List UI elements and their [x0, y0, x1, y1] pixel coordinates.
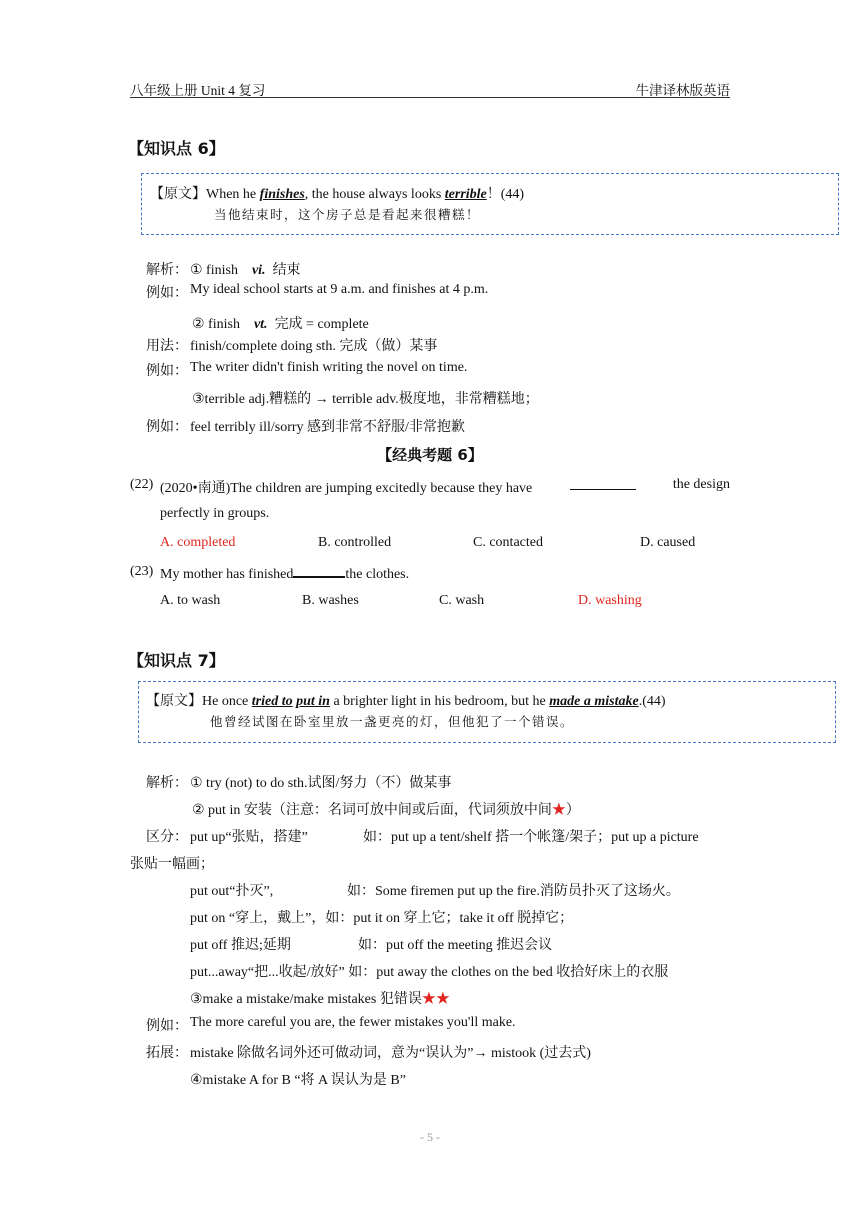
q22-stem: (2020•南通)The children are jumping excitedly because they have the design [160, 477, 730, 496]
kp6-analysis-2: ② finish vt. 完成 = complete [192, 317, 369, 332]
kp6-title: 【知识点 6】 [128, 139, 225, 158]
q22-option-a-correct: A. completed [160, 535, 236, 550]
kp7-make-mistake: ③make a mistake/make mistakes 犯错误★★ [190, 992, 450, 1007]
kp6-analysis-1: ① finish vi. 结束 [190, 263, 301, 278]
q23-stem: My mother has finished the clothes. [160, 564, 409, 583]
kp6-example-label: 例如： [146, 286, 188, 301]
kp7-title: 【知识点 7】 [128, 651, 225, 670]
q22-blank [570, 477, 636, 490]
q23-option-d-correct: D. washing [578, 593, 642, 608]
kp6-usage: finish/complete doing sth. 完成（做）某事 [190, 339, 438, 354]
kp6-example-2: The writer didn't finish writing the novel on time. [190, 360, 468, 375]
kp7-put-out: put out“扑灭”, [190, 884, 274, 899]
kp7-distinguish-label: 区分： [146, 830, 188, 845]
q22-option-d: D. caused [640, 535, 696, 550]
q23-number: (23) [130, 564, 154, 579]
kp6-keyword-terrible: terrible [444, 187, 487, 202]
kp7-put-away: put...away“把...收起/放好” 如：put away the clothes on the bed 收拾好床上的衣服 [190, 965, 669, 980]
kp6-usage-label: 用法： [146, 339, 188, 354]
kp6-analysis-label: 解析： [146, 263, 188, 278]
q22-number: (22) [130, 477, 154, 492]
kp7-analysis-2: ② put in 安装（注意：名词可放中间或后面，代词须放中间★） [192, 803, 580, 818]
q23-blank [293, 564, 345, 578]
kp7-keyword-tried-to: tried to [251, 694, 293, 709]
kp7-put-off: put off 推迟;延期 [190, 938, 291, 953]
q22-option-c: C. contacted [473, 535, 543, 550]
q23-option-b: B. washes [302, 593, 359, 608]
kp6-source-sentence: 【原文】When he finishes, the house always looks terrible！(44) [150, 187, 525, 202]
kp6-keyword-finishes: finishes [259, 187, 305, 202]
kp7-example-label: 例如： [146, 1019, 188, 1034]
header-left: 八年级上册 Unit 4 复习 [130, 83, 266, 98]
header-right: 牛津译林版英语 [635, 83, 730, 98]
kp7-keyword-made-a-mistake: made a mistake [549, 694, 639, 709]
kp7-analysis-label: 解析： [146, 776, 188, 791]
kp6-example-3: feel terribly ill/sorry 感到非常不舒服/非常抱歉 [190, 420, 465, 435]
kp7-put-off-example: 如：put off the meeting 推迟会议 [358, 938, 553, 953]
kp7-analysis-1: ① try (not) to do sth.试图/努力（不）做某事 [190, 776, 452, 791]
kp6-example-label-3: 例如： [146, 420, 188, 435]
kp6-translation: 当他结束时，这个房子总是看起来很糟糕！ [214, 207, 481, 222]
q23-option-a: A. to wash [160, 593, 221, 608]
kp6-example-label-2: 例如： [146, 364, 188, 379]
kp7-put-up-example: 如：put up a tent/shelf 搭一个帐篷/架子；put up a picture [363, 830, 699, 845]
kp7-put-on: put on “穿上，戴上”，如：put it on 穿上它；take it off 脱掉它； [190, 911, 574, 926]
kp6-example-1: My ideal school starts at 9 a.m. and finishes at 4 p.m. [190, 282, 489, 297]
header-rule [130, 97, 730, 98]
q23-option-c: C. wash [439, 593, 485, 608]
page-number: - 5 - [420, 1130, 440, 1144]
q22-stem-continued: perfectly in groups. [160, 506, 270, 521]
kp7-translation: 他曾经试图在卧室里放一盏更亮的灯，但他犯了一个错误。 [210, 714, 575, 729]
double-star-icon: ★★ [421, 992, 450, 1007]
kp7-mistake-for: ④mistake A for B “将 A 误认为是 B” [190, 1073, 406, 1088]
exam6-title: 【经典考题 6】 [377, 446, 483, 464]
kp7-keyword-put-in: put in [296, 694, 330, 709]
q22-option-b: B. controlled [318, 535, 392, 550]
kp7-extension: mistake 除做名词外还可做动词，意为“误认为”→ mistook (过去式) [190, 1046, 591, 1061]
kp7-extension-label: 拓展： [146, 1046, 188, 1061]
kp7-put-out-example: 如：Some firemen put up the fire.消防员扑灭了这场火。 [347, 884, 680, 899]
kp7-example: The more careful you are, the fewer mistakes you'll make. [190, 1015, 516, 1030]
kp7-put-up: put up“张贴，搭建” [190, 830, 308, 845]
kp6-analysis-3: ③terrible adj.糟糕的 → terrible adv.极度地，非常糟糕地； [192, 392, 539, 407]
kp7-put-up-continued: 张贴一幅画； [130, 857, 214, 872]
star-icon: ★ [551, 803, 566, 818]
kp7-source-sentence: 【原文】He once tried to put in a brighter light in his bedroom, but he made a mistake.(44) [146, 694, 666, 709]
